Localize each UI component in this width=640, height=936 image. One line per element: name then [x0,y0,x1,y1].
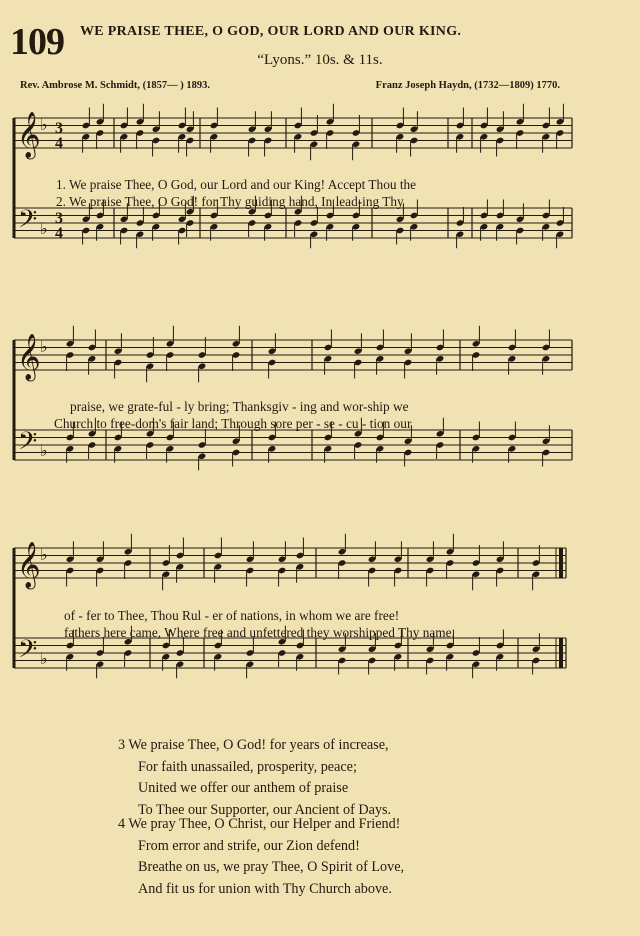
time-signature-bottom: 4 [55,225,63,242]
verse-line: United we offer our anthem of praise [138,780,349,796]
time-signature-top: 3 [55,210,63,227]
verse-line: And fit us for union with Thy Church above. [138,880,392,897]
flat-sign-icon: ♭ [40,219,48,238]
time-signature-bottom: 4 [55,135,63,152]
verse-line: Breathe on us, we pray Thee, O Spirit of Love, [138,859,405,875]
bass-clef-icon: 𝄢 [18,427,38,462]
hymn-title: WE PRAISE THEE, O GOD, OUR LORD AND OUR KING. [80,24,462,39]
flat-sign-icon: ♭ [40,441,48,460]
lyrics-system-1-verse-2: 2. We praise Thee, O God! for Thy guiding hand, In lead-ing Thy [56,194,404,209]
treble-clef-icon: 𝄞 [17,542,41,588]
lyrics-system-1-verse-1: 1. We praise Thee, O God, our Lord and our King! Accept Thou the [56,177,417,192]
lyrics-system-3-verse-2: fathers here came, Where free and unfettered they worshipped Thy name. [64,625,455,640]
bass-clef-icon: 𝄢 [18,205,38,240]
verse-line: 4 We pray Thee, O Christ, our Helper and Friend! [118,816,401,832]
flat-sign-icon: ♭ [40,649,48,668]
bass-clef-icon: 𝄢 [18,635,38,670]
verse-3 [118,735,391,821]
treble-clef-icon: 𝄞 [17,112,41,158]
lyrics-system-2-verse-2: Church to free-dom's fair land; Through sore per - se - cu - tion our [54,416,412,431]
flat-sign-icon: ♭ [40,115,48,134]
time-signature-top: 3 [55,120,63,137]
verse-line: 3 We praise Thee, O God! for years of increase, [118,737,389,753]
verse-4 [118,814,404,900]
hymn-number: 109 [10,21,64,63]
lyrics-system-2-verse-1: praise, we grate-ful - ly bring; Thanksgiv - ing and wor-ship we [70,399,409,414]
verse-line: For faith unassailed, prosperity, peace; [138,758,357,775]
lyrics-system-3-verse-1: of - fer to Thee, Thou Rul - er of nations, in whom we are free! [64,608,400,623]
tune-name: “Lyons.” 10s. & 11s. [257,52,383,68]
verse-line: From error and strife, our Zion defend! [138,837,360,854]
author-credit: Rev. Ambrose M. Schmidt, (1857— ) 1893. [20,80,210,91]
flat-sign-icon: ♭ [40,545,48,564]
flat-sign-icon: ♭ [40,337,48,356]
verse-line: To Thee our Supporter, our Ancient of Days. [138,801,392,818]
composer-credit: Franz Joseph Haydn, (1732—1809) 1770. [375,80,560,91]
treble-clef-icon: 𝄞 [17,334,41,380]
